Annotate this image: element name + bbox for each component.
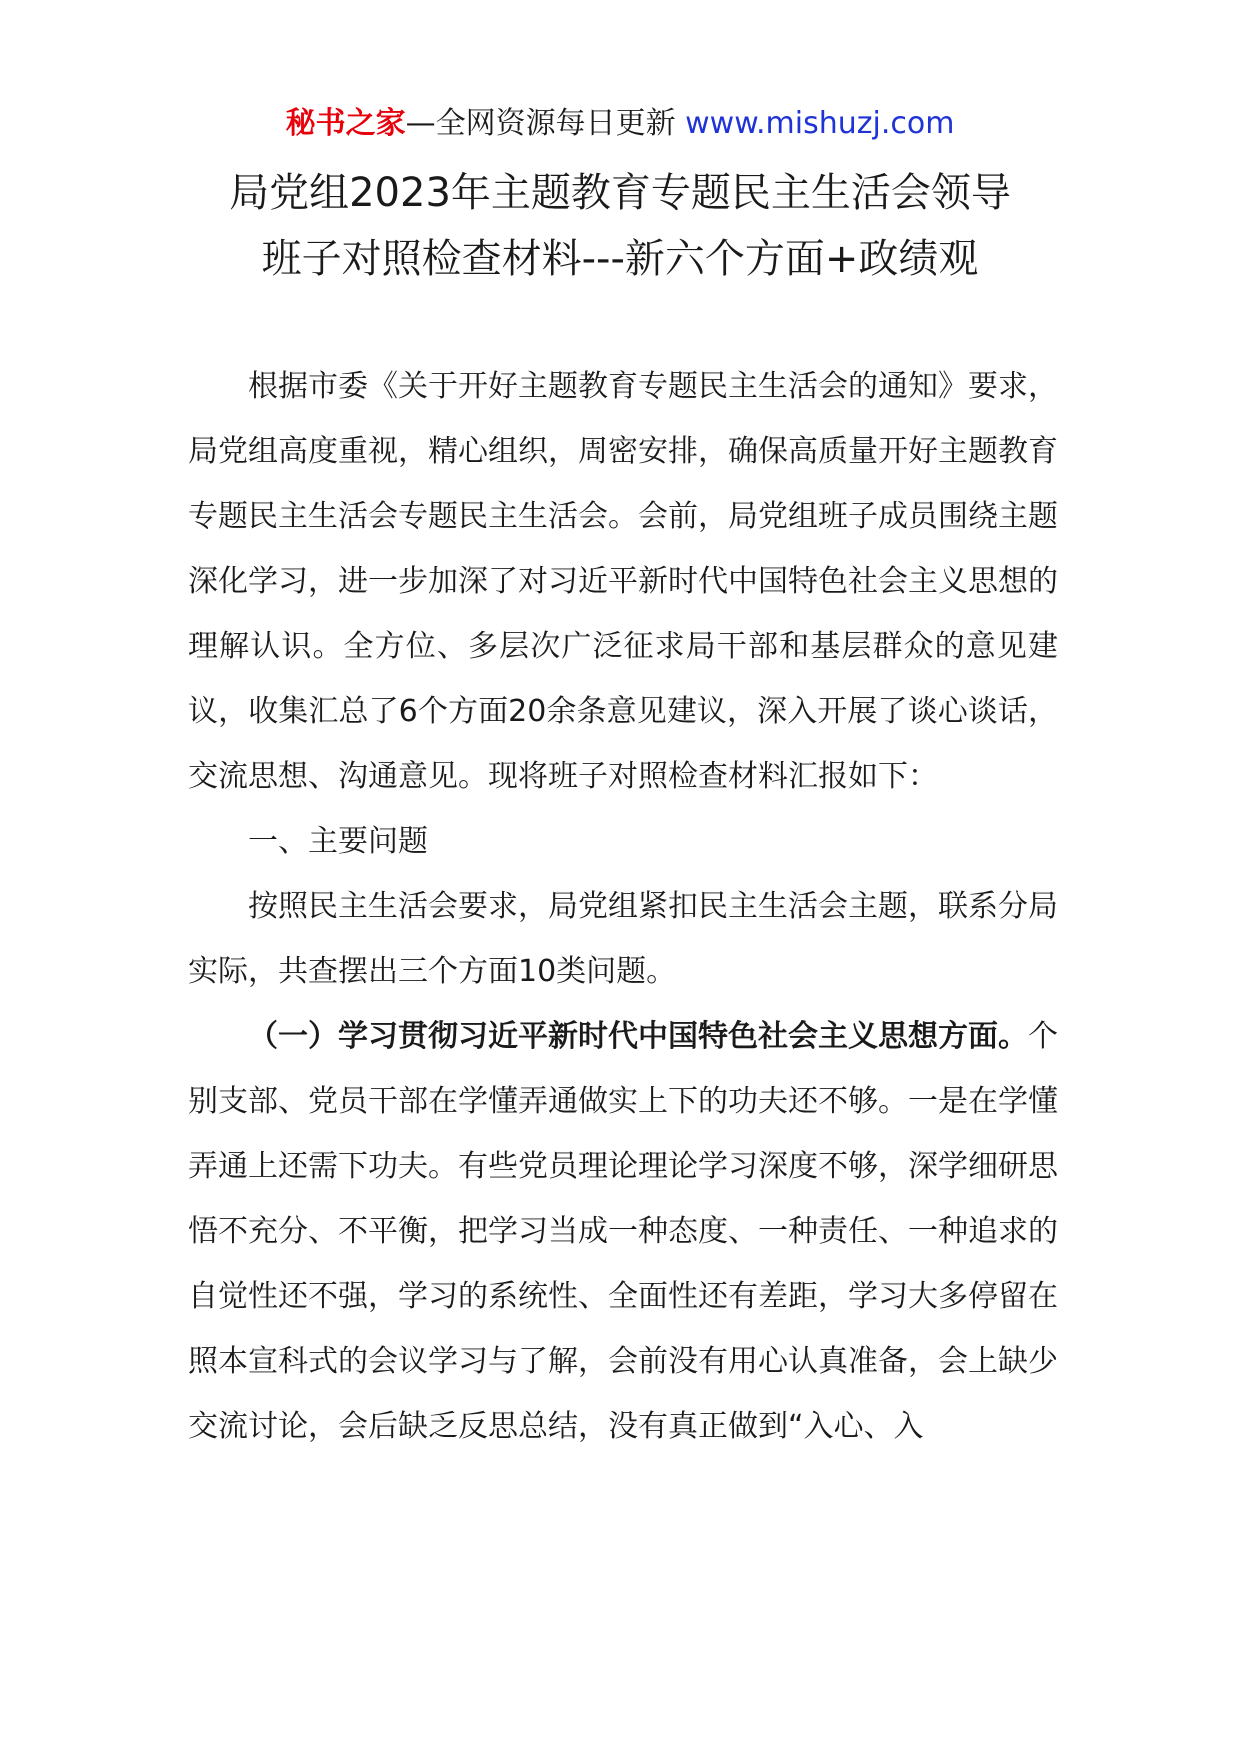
document-body [188,354,1058,1459]
title-line-1: 局党组2023年主题教育专题民主生活会领导 [229,170,1011,216]
section-intro-paragraph: 按照民主生活会要求，局党组紧扣民主生活会主题，联系分局实际，共查摆出三个方面10类问题。 [188,889,1058,989]
section-heading: 一、主要问题 [248,824,428,859]
header-tagline: —全网资源每日更新 [405,106,686,141]
item-body: 个别支部、党员干部在学懂弄通做实上下的功夫还不够。一是在学懂弄通上还需下功夫。有些党员理论理论学习深度不够，深学细研思悟不充分、不平衡，把学习当成一种态度、一种责任、一种追求的自觉性还不强，学习的系统性、全面性还有差距，学习大多停留在照本宣科式的会议学习与了解，会前没有用心认真准备，会上缺少交流讨论，会后缺乏反思总结，没有真正做到“入心、入 [188,1019,1058,1444]
brand-name: 秘书之家 [285,106,406,141]
document-title [140,160,1100,292]
item-paragraph [188,1004,1058,1459]
item-heading: （一）学习贯彻习近平新时代中国特色社会主义思想方面。 [248,1019,1028,1054]
title-line-2: 班子对照检查材料---新六个方面+政绩观 [261,236,979,282]
site-link[interactable]: www.mishuzj.com [685,106,955,141]
intro-paragraph: 根据市委《关于开好主题教育专题民主生活会的通知》要求，局党组高度重视，精心组织，周密安排，确保高质量开好主题教育专题民主生活会专题民主生活会。会前，局党组班子成员围绕主题深化学习，进一步加深了对习近平新时代中国特色社会主义思想的理解认识。全方位、多层次广泛征求局干部和基层群众的意见建议，收集汇总了6个方面20余条意见建议，深入开展了谈心谈话，交流思想、沟通意见。现将班子对照检查材料汇报如下： [188,369,1058,794]
site-header [0,104,1240,144]
